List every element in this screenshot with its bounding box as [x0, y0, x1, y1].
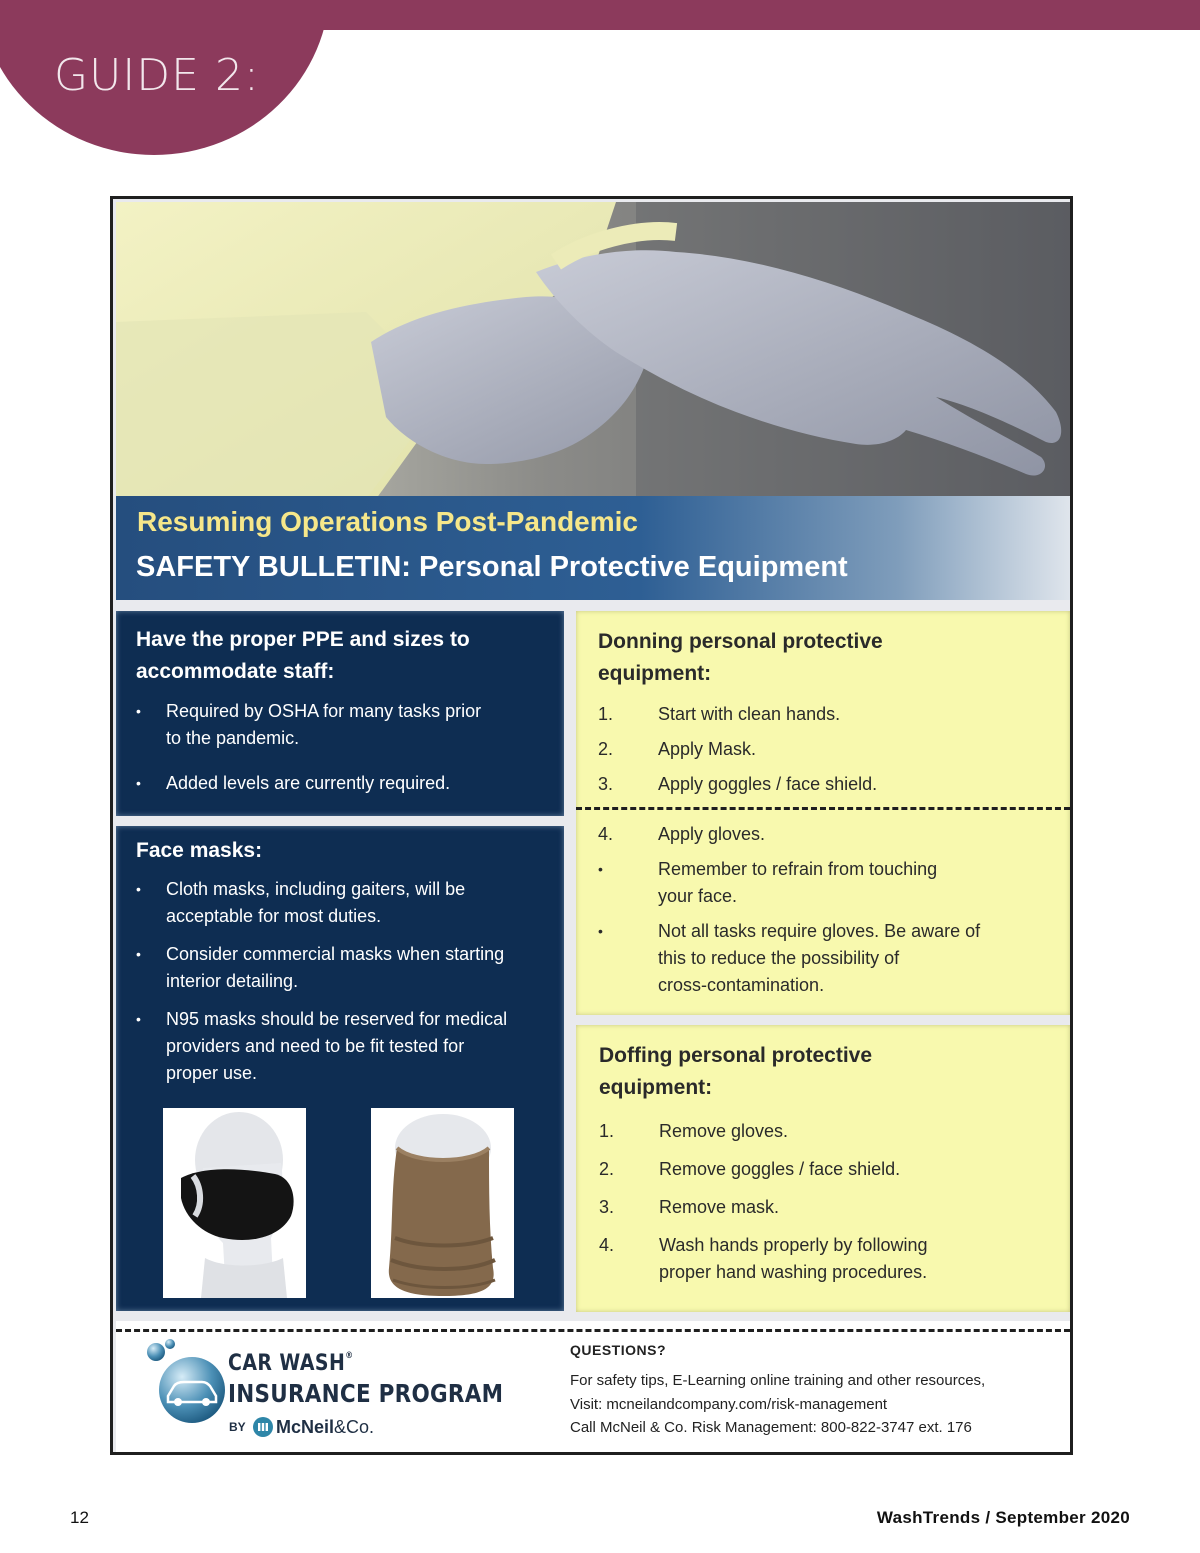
- step-text: cross-contamination.: [658, 975, 825, 995]
- bullet-text: proper use.: [166, 1063, 258, 1083]
- doffing-panel: [576, 1025, 1070, 1312]
- bullet-text: • Required by OSHA for many tasks prior: [166, 701, 482, 721]
- list-item: [136, 876, 507, 930]
- donning-heading-line: Donning personal protective: [598, 630, 883, 653]
- doffing-heading-line: Doffing personal protective: [599, 1044, 873, 1067]
- list-item: [136, 698, 481, 752]
- list-item: [598, 771, 1058, 798]
- donning-heading-line: equipment:: [598, 662, 712, 685]
- neck-gaiter-photo: [371, 1108, 514, 1298]
- car-wash-logo-icon: [144, 1338, 234, 1428]
- list-item: [598, 821, 1058, 848]
- donning-steps-continued: [598, 821, 1058, 999]
- bullet-text: providers and need to be fit tested for: [166, 1036, 465, 1056]
- mcneil-badge-icon: [252, 1416, 274, 1438]
- banner-title: SAFETY BULLETIN: Personal Protective Equipment: [136, 551, 848, 583]
- questions-line: For safety tips, E-Learning online training and other resources,: [570, 1372, 986, 1389]
- face-masks-panel: [116, 826, 564, 1311]
- footer-divider: [116, 1329, 1070, 1332]
- bullet-text: to the pandemic.: [166, 728, 300, 748]
- step-text: this to reduce the possibility of: [658, 948, 900, 968]
- list-item: [136, 1006, 507, 1087]
- list-item: [598, 701, 1058, 728]
- doffing-heading-line: equipment:: [599, 1076, 713, 1099]
- list-item: [136, 941, 507, 995]
- step-text: your face.: [658, 886, 738, 906]
- step-number: 2.: [599, 1159, 615, 1179]
- step-number: 2.: [598, 739, 614, 759]
- brand-name: McNeil: [276, 1417, 335, 1437]
- list-item: [598, 856, 1058, 910]
- title-banner: [116, 496, 1070, 600]
- step-text: Remove mask.: [659, 1197, 780, 1217]
- step-number: 1.: [598, 704, 614, 724]
- questions-website: Visit: mcneilandcompany.com/risk-management: [570, 1396, 888, 1413]
- trademark-mark: ®: [345, 1351, 354, 1361]
- logo-text-car-wash: [228, 1351, 353, 1376]
- ppe-bullet-list: [136, 698, 481, 797]
- list-item: [598, 918, 1058, 999]
- doffing-steps: [599, 1118, 1059, 1286]
- step-text: Remove goggles / face shield.: [659, 1159, 901, 1179]
- questions-title: QUESTIONS?: [570, 1342, 667, 1358]
- bullet-text: • N95 masks should be reserved for medical: [166, 1009, 508, 1029]
- safety-bulletin: [110, 196, 1073, 1455]
- list-item: [599, 1156, 1059, 1183]
- logo-text-insurance-program: INSURANCE PROGRAM: [228, 1379, 504, 1408]
- bulletin-footer: [116, 1321, 1070, 1452]
- step-number: 3.: [599, 1197, 615, 1217]
- list-item: [599, 1194, 1059, 1221]
- banner-subtitle: Resuming Operations Post-Pandemic: [137, 506, 638, 537]
- step-text: Apply gloves.: [658, 824, 766, 844]
- mcneil-brand: [276, 1417, 374, 1438]
- step-text: Wash hands properly by following: [659, 1235, 928, 1255]
- donning-heading: [598, 626, 883, 690]
- bullet-text: • Added levels are currently required.: [166, 773, 451, 793]
- logo-by: BY: [229, 1420, 246, 1434]
- brand-suffix: &Co.: [334, 1417, 375, 1437]
- list-item: [598, 736, 1058, 763]
- donning-steps: [598, 701, 1058, 798]
- step-text: Not all tasks require gloves. Be aware of: [658, 921, 981, 941]
- bullet-text: interior detailing.: [166, 971, 299, 991]
- questions-phone: Call McNeil & Co. Risk Management: 800-822-3747 ext. 176: [570, 1419, 972, 1436]
- ppe-heading-line: Have the proper PPE and sizes to: [136, 628, 470, 651]
- step-number: 4.: [599, 1235, 615, 1255]
- step-text: Start with clean hands.: [658, 704, 841, 724]
- gloved-hands-photo: [116, 202, 1070, 499]
- face-masks-heading: Face masks:: [136, 839, 263, 862]
- list-item: [599, 1232, 1059, 1286]
- donning-divider: [576, 807, 1070, 810]
- face-masks-bullet-list: [136, 876, 507, 1087]
- ppe-sizes-panel: [116, 611, 564, 816]
- logo-line: CAR WASH: [228, 1351, 346, 1376]
- list-item: [599, 1118, 1059, 1145]
- step-text: Remember to refrain from touching: [658, 859, 938, 879]
- guide-title: GUIDE 2:: [54, 50, 260, 101]
- cloth-mask-photo: [163, 1108, 306, 1298]
- bullet-marker: •: [598, 923, 603, 939]
- bullet-text: acceptable for most duties.: [166, 906, 382, 926]
- ppe-heading-line: accommodate staff:: [136, 660, 335, 683]
- bullet-text: • Consider commercial masks when starting: [166, 944, 505, 964]
- page-number: 12: [70, 1508, 89, 1527]
- step-text: Apply goggles / face shield.: [658, 774, 878, 794]
- step-text: Apply Mask.: [658, 739, 757, 759]
- donning-panel: [576, 611, 1070, 1015]
- ppe-heading: [136, 624, 470, 688]
- step-number: 1.: [599, 1121, 615, 1141]
- bullet-text: • Cloth masks, including gaiters, will be: [166, 879, 466, 899]
- step-text: Remove gloves.: [659, 1121, 789, 1141]
- publication-credit: WashTrends / September 2020: [876, 1508, 1130, 1527]
- doffing-heading: [599, 1040, 872, 1104]
- step-text: proper hand washing procedures.: [659, 1262, 928, 1282]
- step-number: 3.: [598, 774, 614, 794]
- bullet-marker: •: [598, 861, 603, 877]
- list-item: [136, 770, 481, 797]
- step-number: 4.: [598, 824, 614, 844]
